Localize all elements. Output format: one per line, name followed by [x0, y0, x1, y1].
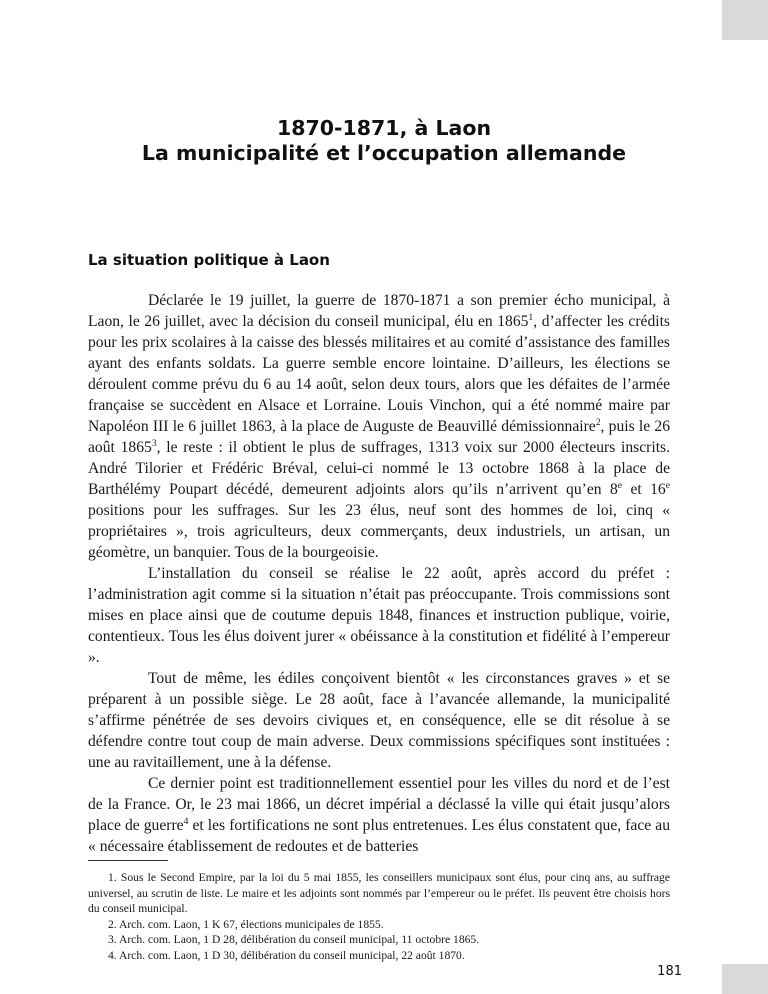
body-text — [88, 290, 670, 857]
chapter-title — [0, 116, 768, 166]
page-corner-tab-bottom — [722, 964, 768, 994]
footnotes — [88, 870, 670, 964]
chapter-title-line-1: 1870-1871, à Laon — [276, 116, 492, 140]
paragraph-2: L’installation du conseil se réalise le 22 août, après accord du préfet : l’administration agit comme si la situation n’était pas préoccupante. Trois commissions sont mises en place ainsi que de coutume depuis 1848, finances et instruction publique, voirie, contentieux. Tous les élus doivent jurer « obéissance à la constitution et fidélité à l’empereur ». — [88, 565, 670, 666]
ordinal-suffix: e — [665, 479, 670, 491]
page-number: 181 — [657, 964, 682, 979]
footnote-3: 3. Arch. com. Laon, 1 D 28, délibération du conseil municipal, 11 octobre 1865. — [108, 933, 480, 947]
paragraph-3: Tout de même, les édiles conçoivent bientôt « les circonstances graves » et se préparent à un possible siège. Le 28 août, face à l’avancée allemande, la municipalité s’affirme pénétrée de ses devoirs civiques et, en conséquence, elle se dit résolue à se défendre contre tout coup de main adverse. Deux commissions spécifiques sont instituées : une au ravitaillement, une à la défense. — [88, 670, 670, 771]
footnote-ref-3: 3 — [151, 437, 157, 449]
footnote-ref-1: 1 — [528, 311, 534, 323]
chapter-title-line-2: La municipalité et l’occupation allemande — [141, 141, 627, 165]
paragraph-1: Déclarée le 19 juillet, la guerre de 1870-1871 a son premier écho municipal, à Laon, le 26 juillet, avec la décision du conseil municipal, élu en 1865$^1$, d’affecter les crédits pour les prix scolaires à la caisse des blessés militaires et au comité d’assistance des familles ayant des enfants soldats. La guerre semble encore lointaine. D’ailleurs, les élections se déroulent comme prévu du 6 au 14 août, selon deux tours, alors que les défaites de l’armée française se succèdent en Alsace et Lorraine. Louis Vinchon, qui a été nommé maire par Napoléon III le 6 juillet 1863, à la place de Auguste de Beauvillé démissionnaire$^2$, puis le 26 août 1865$^3$, le reste : il obtient le plus de suffrages, 1313 voix sur 2000 électeurs inscrits. André Tilorier et Frédéric Bréval, celui-ci nommé le 13 octobre 1868 à la place de Barthélémy Poupart décédé, demeurent adjoints alors qu’ils n’arrivent qu’en 8e et 16e positions pour les suffrages. Sur les 23 élus, neuf sont des hommes de loi, cinq « propriétaires », trois agriculteurs, deux commerçants, deux industriels, un artisan, un géomètre, un banquier. Tous de la bourgeoisie. — [88, 292, 670, 561]
footnote-separator — [88, 860, 168, 861]
footnote-1: 1. Sous le Second Empire, par la loi du 5 mai 1855, les conseillers municipaux sont élus, pour cinq ans, au suffrage universel, au scrutin de liste. Le maire et les adjoints sont nommés par l’empereur ou le préfet. Ils peuvent être choisis hors du conseil municipal. — [88, 871, 670, 916]
footnote-4: 4. Arch. com. Laon, 1 D 30, délibération du conseil municipal, 22 août 1870. — [108, 948, 465, 962]
page-corner-tab-top — [722, 0, 768, 40]
footnote-ref-2: 2 — [595, 416, 601, 428]
ordinal-suffix: e — [617, 479, 623, 491]
footnote-ref-4: 4 — [183, 815, 189, 827]
paragraph-4: Ce dernier point est traditionnellement essentiel pour les villes du nord et de l’est de la France. Or, le 23 mai 1866, un décret impérial a déclassé la ville qui était jusqu’alors place de guerre$^4$ et les fortifications ne sont plus entretenues. Les élus constatent que, face au « nécessaire établissement de redoutes et de batteries — [88, 775, 670, 855]
section-heading: La situation politique à Laon — [88, 251, 330, 269]
footnote-2: 2. Arch. com. Laon, 1 K 67, élections municipales de 1855. — [108, 917, 384, 931]
